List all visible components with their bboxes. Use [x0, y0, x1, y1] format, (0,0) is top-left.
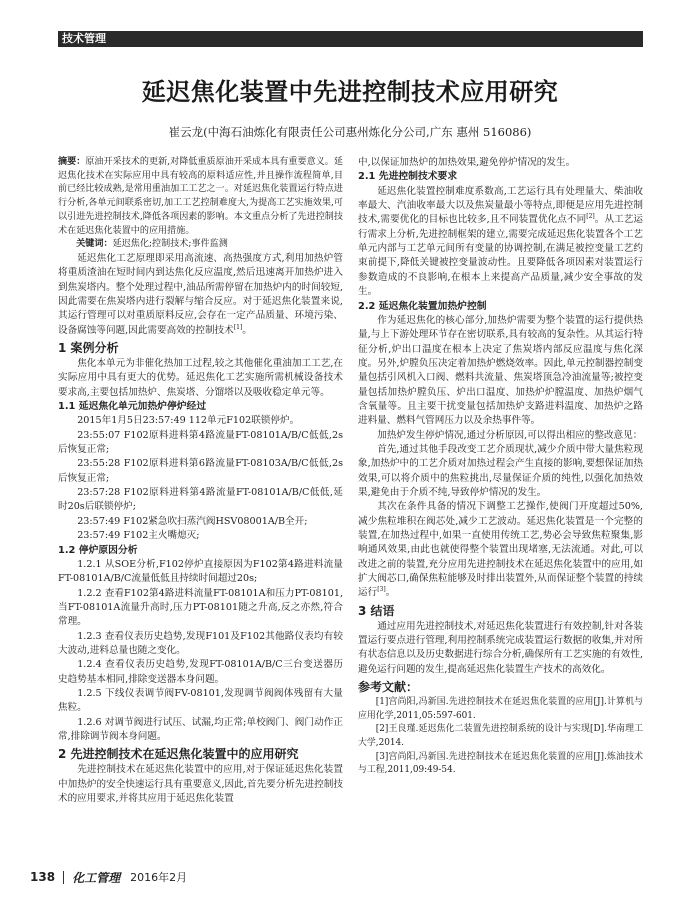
paragraph-text: 延迟焦化装置控制难度系数高,工艺运行具有处理量大、柴油收率最大、汽油收率最大以及焦炭量最小等特点,即便是应用先进控制技术,需要优化的目标也比较多,且不同装置优化点不同 [358, 185, 643, 226]
paragraph: 加热炉发生停炉情况,通过分析原因,可以得出相应的整改意见： [377, 429, 643, 441]
column-tag: 技术管理 [58, 31, 643, 47]
paragraph: 焦化本单元为非催化热加工过程,较之其他催化重油加工工艺,在实际应用中具有更大的优势。延迟焦化工艺实施所需机械设备技术要求高,主要包括加热炉、焦炭塔、分馏塔以及吸收稳定单元等。 [58, 357, 343, 398]
reference-item: [3]宫尚阳,冯新国.先进控制技术在延迟焦化装置的应用[J].炼油技术与工程,2011,09:49-54. [358, 751, 643, 776]
section-heading: 1 案例分析 [58, 340, 119, 355]
subsection-heading: 2.1 先进控制技术要求 [358, 171, 458, 183]
article-title: 延迟焦化装置中先进控制技术应用研究 [141, 78, 559, 106]
analysis-item: 1.2.1 从SOE分析,F102停炉直接原因为F102第4路进料流量FT-08101A/B/C流量低低且持续时间超过20s; [58, 558, 343, 585]
page-number: 138 [30, 870, 56, 884]
references-heading: 参考文献： [358, 680, 419, 695]
subsection-heading: 1.2 停炉原因分析 [58, 544, 138, 556]
analysis-item: 1.2.6 对调节阀进行试压、试漏,均正常;单校阀门、阀门动作正常,排除调节阀本身问题。 [58, 716, 343, 743]
keywords-text: 延迟焦化;控制技术;事件监测 [112, 239, 228, 250]
keywords-label: 关键词： [76, 239, 113, 250]
section-heading: 2 先进控制技术在延迟焦化装置中的应用研究 [58, 747, 299, 762]
analysis-item: 1.2.2 查看F102第4路进料流量FT-08101A和压力PT-08101,当FT-08101A流量升高时,压力PT-08101随之升高,反之亦然,符合常理。 [58, 587, 343, 628]
event-line: 23:57:49 F102主火嘴熄灭; [77, 530, 200, 542]
paragraph: 首先,通过其他手段改变工艺介质现状,减少介质中带大量焦粒现象,加热炉中的工艺介质对加热过程会产生直接的影响,要想保证加热效果,可以将介质中的焦粒挑出,尽量保证介质的纯性,以强化加热效果,避免由于介质不纯,导致停炉情况的发生。 [358, 444, 643, 499]
author-line: 崔云龙(中海石油炼化有限责任公司惠州炼化分公司,广东 惠州 516086) [168, 125, 532, 139]
intro-paragraph [58, 252, 343, 338]
section-heading: 3 结语 [358, 603, 395, 618]
left-column [58, 156, 343, 806]
paragraph-text: 。从工艺运行需求上分析,先进控制框架的建立,需要完成延迟焦化装置各个工艺单元内部与工艺单元间所有变量的协调控制,在满足被控变量工艺约束前提下,降低关键被控变量波动性。且要降低各项因素对装置运行参数造成的不良影响,在根本上来提高产品质量,减少安全事故的发生。 [358, 214, 643, 298]
paragraph-end: 。 [385, 587, 396, 599]
event-line: 23:55:07 F102原料进料第4路流量FT-08101A/B/C低低,2s后恢复正常; [58, 429, 343, 456]
intro-end: 。 [242, 324, 252, 336]
reference-item: [1]宫尚阳,冯新国.先进控制技术在延迟焦化装置的应用[J].计算机与应用化学,2011,05:597-601. [358, 697, 643, 721]
abstract-text: 原油开采技术的更新,对降低重质原油开采成本具有重要意义。延迟焦化技术在实际应用中具有较高的原料适应性,并且操作流程简单,目前已经比较成熟,是常用重油加工工艺之一。对延迟焦化装置运行特点进行分析,各单元间联系密切,加工工艺控制难度大,为提高工艺实施效果,可以引进先进控制技术,降低各项因素的影响。本文重点分析了先进控制技术在延迟焦化装置中的应用措施。 [58, 157, 343, 236]
event-line: 23:57:49 F102紧急吹扫蒸汽阀HSV08001A/B全开; [77, 515, 308, 527]
paragraph [358, 185, 643, 300]
paragraph: 作为延迟焦化的核心部分,加热炉需要为整个装置的运行提供热量,与上下游处理环节存在密切联系,具有较高的复杂性。从其运行特征分析,炉出口温度在根本上决定了焦炭塔内部反应温度与焦化深度。另外,炉膛负压决定着加热炉燃烧效率。因此,单元控制器控制变量包括引风机入口阀、燃料共流量、焦炭塔顶急冷油流量等;被控变量包括加热炉膛负压、炉出口温度、加热炉炉膛温度、加热炉烟气含氧量等。且主要干扰变量包括加热炉支路进料温度、加热炉之路进料量、燃料气管网压力以及余热事件等。 [358, 314, 643, 427]
event-line: 2015年1月5日23:57:49 112单元F102联锁停炉。 [77, 415, 300, 427]
keywords [58, 238, 343, 252]
subsection-heading: 1.1 延迟焦化单元加热炉停炉经过 [58, 401, 207, 413]
paragraph [358, 500, 643, 600]
abstract [58, 156, 343, 238]
citation: [3] [377, 586, 386, 594]
paragraph: 通过应用先进控制技术,对延迟焦化装置进行有效控制,针对各装置运行要点进行管理,利用控制系统完成装置运行数据的收集,并对所有状态信息以及历史数据进行综合分析,确保所有工艺实施的有效性,避免运行问题的发生,提高延迟焦化装置生产技术的高效化。 [358, 620, 643, 675]
citation: [1] [233, 323, 243, 331]
event-line: 23:55:28 F102原料进料第6路流量FT-08103A/B/C低低,2s后恢复正常; [58, 458, 343, 484]
journal-logo: 化工管理 [72, 870, 121, 885]
paragraph-continued: 中,以保证加热炉的加热效果,避免停炉情况的发生。 [358, 157, 576, 168]
citation: [2] [586, 213, 595, 221]
divider [63, 871, 64, 884]
reference-item: [2]王良瑾.延迟焦化二装置先进控制系统的设计与实现[D].华南理工大学,2014. [358, 724, 643, 748]
intro-text: 延迟焦化工艺原理即采用高流速、高热强度方式,利用加热炉管将重质渣油在短时间内到达焦化反应温度,然后迅速离开加热炉进入到焦炭塔内。整个处理过程中,油品所需停留在加热炉内的时间较短,因此需要在焦炭塔内进行裂解与缩合反应。对于延迟焦化装置来说,其运行管理可以对重质原料反应,会存在一定产品质量、环境污染、设备腐蚀等问题,因此需要高效的控制技术 [58, 252, 343, 336]
paragraph: 先进控制技术在延迟焦化装置中的应用,对于保证延迟焦化装置中加热炉的安全快速运行具有重要意义,因此,首先要分析先进控制技术的应用要求,并将其应用于延迟焦化装置 [58, 764, 343, 805]
event-line: 23:57:28 F102原料进料第4路流量FT-08101A/B/C低低,延时20s后联锁停炉; [58, 487, 343, 513]
paragraph-text: 其次在条件具备的情况下调整工艺操作,使阀门开度超过50%,减少焦粒堆积在阀芯处,减少工艺波动。延迟焦化装置是一个完整的装置,在加热过程中,如果一直使用传统工艺,势必会导致焦粒聚集,影响通风效果,由此也就使得整个装置出现堵塞,无法流通。对此,可以改进之前的装置,充分应用先进控制技术在延迟焦化装置中的应用,如扩大阀芯口,确保焦粒能够及时排出装置外,从而保证整个装置的持续运行 [358, 501, 643, 599]
subsection-heading: 2.2 延迟焦化装置加热炉控制 [358, 300, 487, 312]
page-footer [30, 867, 187, 887]
analysis-item: 1.2.4 查看仪表历史趋势,发现FT-08101A/B/C三台变送器历史趋势基本相同,排除变送器本身问题。 [58, 659, 343, 685]
abstract-label: 摘要： [58, 157, 86, 167]
analysis-item: 1.2.5 下线仪表调节阀FV-08101,发现调节阀阀体残留有大量焦粒。 [58, 688, 343, 714]
right-column [358, 156, 643, 778]
issue-date: 2016年2月 [130, 871, 188, 884]
analysis-item: 1.2.3 查看仪表历史趋势,发现F101及F102其他路仪表均有较大波动,进料总量也随之变化。 [58, 630, 343, 656]
